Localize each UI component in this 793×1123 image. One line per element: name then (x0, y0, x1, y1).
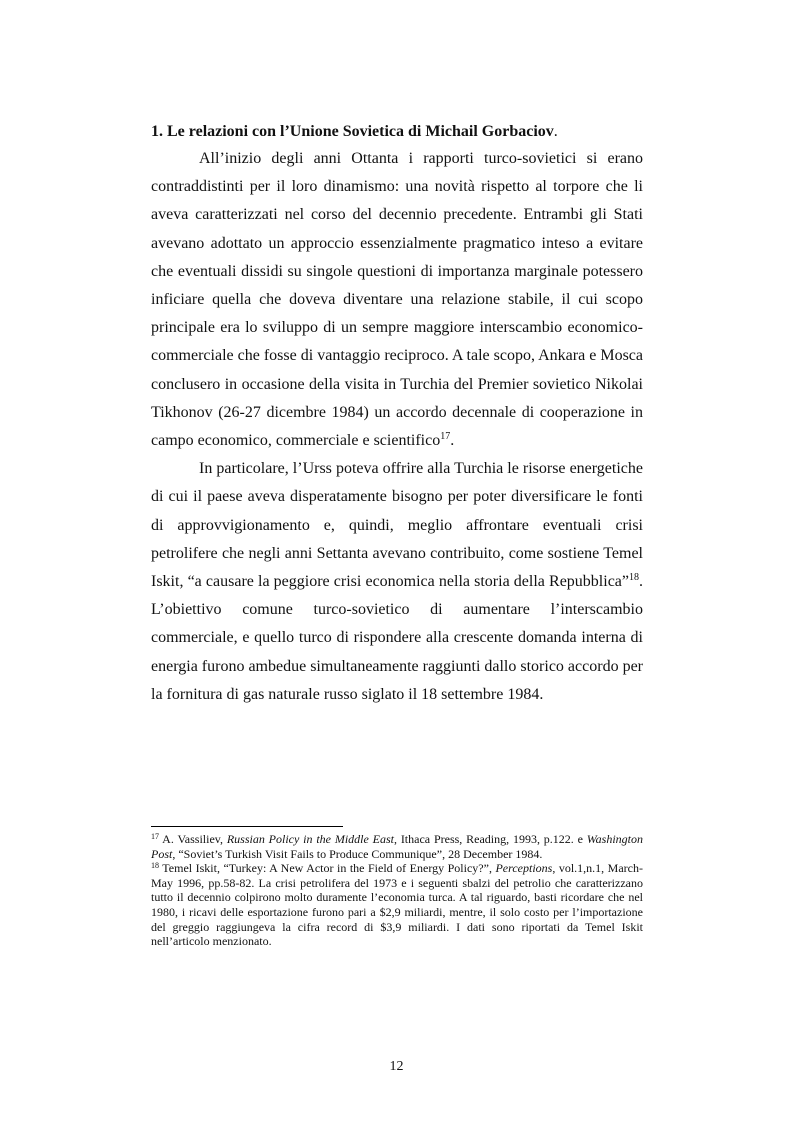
footnote-ref-17[interactable]: 17 (440, 431, 451, 443)
footnote-18: $^{18}$ Temel Iskit, “Turkey: A New Actor in the Field of Energy Policy?”, Perceptions, vol.1,n.1, March-May 1996, pp.58-82. La crisi petrolifera del 1973 e i seguenti sbalzi del petrolio che caratterizzano tutto il decennio colpirono molto duramente l’economia turca. A tal riguardo, basti ricordare che nel 1980, i ricavi delle esportazione furono pari a $2,9 miliardi, mentre, il solo costo per l’importazione del greggio raggiungeva la cifra record di $3,9 miliardi. I dati sono riportati da Temel Iskit nell’articolo menzionato. (151, 861, 643, 949)
footnote-ref-18[interactable]: 18 (629, 572, 639, 584)
paragraph-1: All’inizio degli anni Ottanta i rapporti turco-sovietici si erano contraddistinti per il loro dinamismo: una novità rispetto al torpore che li aveva caratterizzati nel corso del decennio precedente. Entrambi gli Stati avevano adottato un approccio essenzialmente pragmatico inteso a evitare che eventuali dissidi su singole questioni di importanza marginale potessero inficiare quella che doveva diventare una relazione stabile, il cui scopo principale era lo sviluppo di un sempre maggiore interscambio economico-commerciale che fosse di vantaggio reciproco. A tale scopo, Ankara e Mosca conclusero in occasione della visita in Turchia del Premier sovietico Nikolai Tikhonov (26-27 dicembre 1984) un accordo decennale di cooperazione in campo economico, commerciale e scientifico$^{17}$. (151, 150, 643, 450)
body-text (151, 145, 643, 709)
paragraph-2: In particolare, l’Urss poteva offrire alla Turchia le risorse energetiche di cui il paese aveva disperatamente bisogno per poter diversificare le fonti di approvvigionamento e, quindi, meglio affrontare eventuali crisi petrolifere che negli anni Settanta avevano contribuito, come sostiene Temel Iskit, “a causare la peggiore crisi economica nella storia della Repubblica”$^{18}$. L’obiettivo comune turco-sovietico di aumentare l’interscambio commerciale, e quello turco di rispondere alla crescente domanda interna di energia furono ambedue simultaneamente raggiunti dallo storico accordo per la fornitura di gas naturale russo siglato il 18 settembre 1984. (151, 460, 643, 703)
footnotes (151, 832, 643, 949)
section-heading: 1. Le relazioni con l’Unione Sovietica di Michail Gorbaciov. (151, 123, 558, 140)
page-number: 12 (389, 1059, 404, 1074)
footnote-separator (151, 826, 343, 827)
footnote-17: $^{17}$ A. Vassiliev, Russian Policy in the Middle East, Ithaca Press, Reading, 1993, p.122. e Washington Post, “Soviet’s Turkish Visit Fails to Produce Communique”, 28 December 1984. (151, 832, 643, 861)
